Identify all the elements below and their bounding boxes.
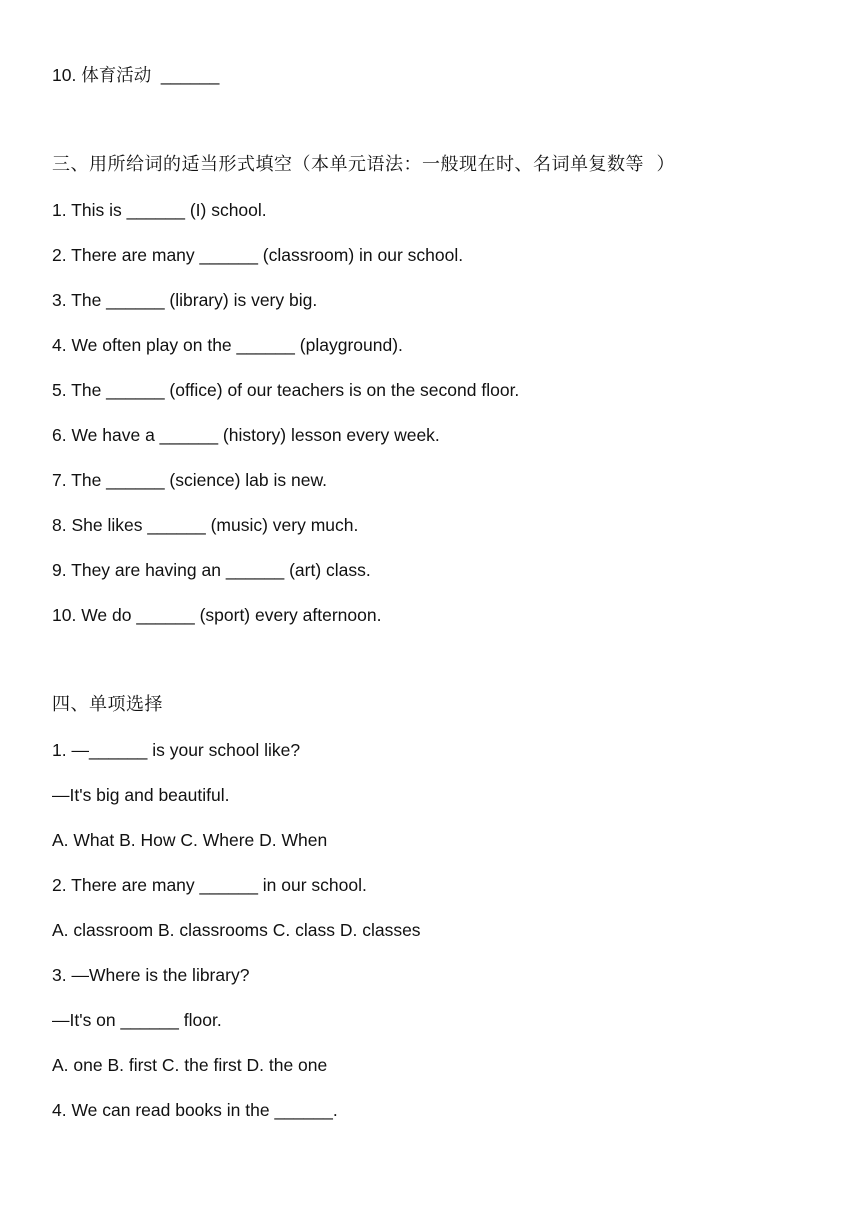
section4-q3-stem: 3. —Where is the library? [52, 965, 250, 985]
section4-heading: 四、单项选择 [52, 694, 163, 715]
section4-q1-reply: —It's big and beautiful. [52, 785, 230, 805]
section3-item-5: 5. The ______ (office) of our teachers is on the second floor. [52, 380, 520, 400]
section4-q2-stem: 2. There are many ______ in our school. [52, 875, 367, 895]
section4-q3-options: A. one B. first C. the first D. the one [52, 1055, 328, 1075]
section4-q2-options: A. classroom B. classrooms C. class D. classes [52, 920, 421, 940]
section3-item-4: 4. We often play on the ______ (playground). [52, 335, 403, 355]
section3-item-8: 8. She likes ______ (music) very much. [52, 515, 359, 535]
section4-q3-reply: —It's on ______ floor. [52, 1010, 222, 1030]
section3-item-9: 9. They are having an ______ (art) class. [52, 560, 371, 580]
section3-heading: 三、用所给词的适当形式填空（本单元语法：一般现在时、名词单复数等 ） [52, 154, 675, 175]
section3-item-6: 6. We have a ______ (history) lesson every week. [52, 425, 440, 445]
section3-item-1: 1. This is ______ (I) school. [52, 200, 267, 220]
section3-item-2: 2. There are many ______ (classroom) in our school. [52, 245, 464, 265]
section3-item-3: 3. The ______ (library) is very big. [52, 290, 318, 310]
section4-q1-options: A. What B. How C. Where D. When [52, 830, 328, 850]
section3-item-10: 10. We do ______ (sport) every afternoon. [52, 605, 382, 625]
section3-item-7: 7. The ______ (science) lab is new. [52, 470, 327, 490]
section4-q1-stem: 1. —______ is your school like? [52, 740, 301, 760]
section4-q4-stem: 4. We can read books in the ______. [52, 1100, 338, 1120]
section2-item-10: 10. 体育活动 ______ [52, 65, 220, 85]
